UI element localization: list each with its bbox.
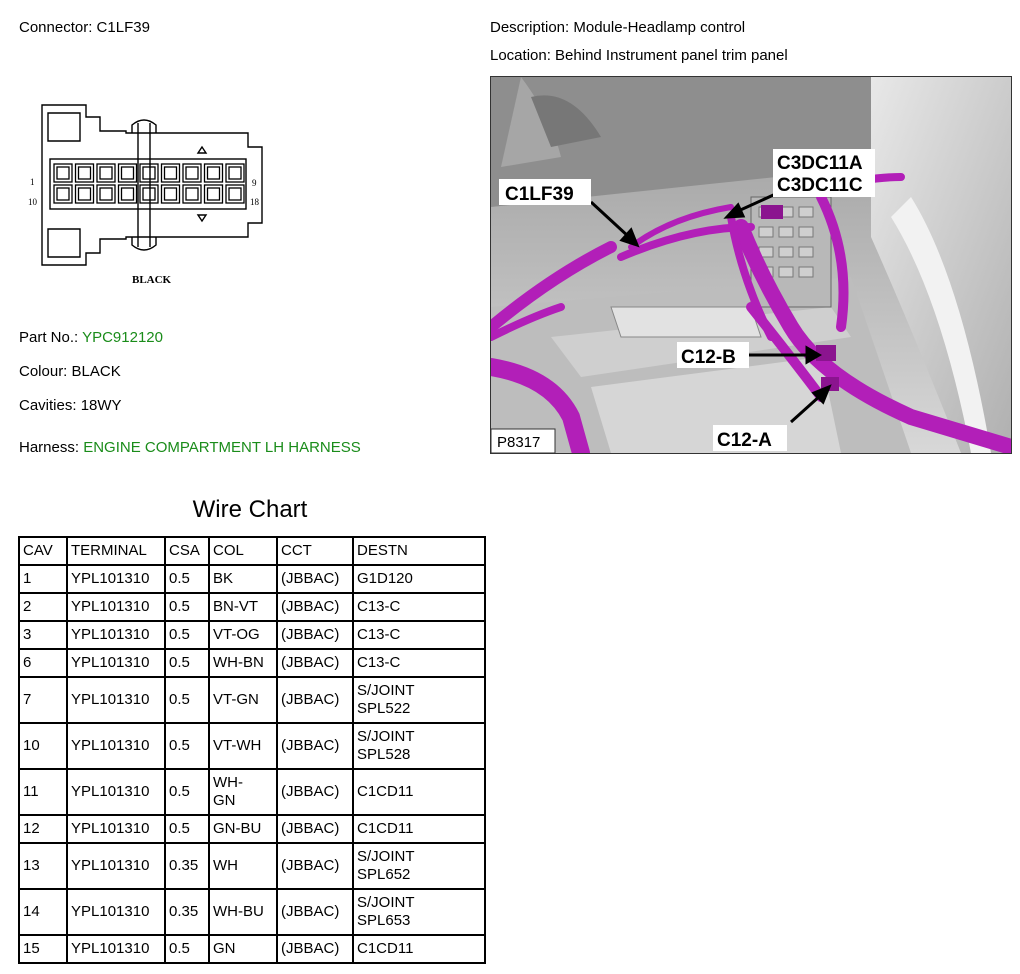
wire-chart-table	[18, 536, 486, 964]
wire-chart-body	[19, 565, 485, 963]
cell-destn: S/JOINT SPL522	[353, 677, 485, 723]
cell-csa: 0.5	[165, 769, 209, 815]
cell-col: WH-BN	[209, 649, 277, 677]
colour-label: Colour:	[19, 363, 72, 380]
location-label: Location:	[490, 47, 556, 64]
pin-cavity-inner	[57, 167, 69, 179]
description-label: Description:	[490, 19, 574, 36]
header-cct: CCT	[277, 537, 353, 565]
colour-line	[19, 363, 121, 380]
connector-title	[19, 19, 150, 36]
pin-cavity-inner	[143, 167, 155, 179]
location-photo	[490, 76, 1012, 454]
header-destn: DESTN	[353, 537, 485, 565]
pin-cavity-inner	[165, 188, 177, 200]
callout-c1lf39: C1LF39	[505, 184, 574, 205]
callout-c12a: C12-A	[717, 430, 772, 451]
callout-c12b: C12-B	[681, 347, 736, 368]
cell-terminal: YPL101310	[67, 769, 165, 815]
cell-cct: (JBBAC)	[277, 677, 353, 723]
connector-pin-diagram	[28, 95, 278, 295]
cell-terminal: YPL101310	[67, 677, 165, 723]
cell-destn: C13-C	[353, 649, 485, 677]
cell-cav: 11	[19, 769, 67, 815]
cell-cct: (JBBAC)	[277, 815, 353, 843]
cell-terminal: YPL101310	[67, 723, 165, 769]
pin-cavity-inner	[208, 167, 220, 179]
pin-cavity-inner	[122, 167, 134, 179]
pin-label-1: 1	[30, 177, 35, 187]
pin-cavity-inner	[186, 188, 198, 200]
cavities-label: Cavities:	[19, 397, 81, 414]
harness-line	[19, 439, 361, 456]
table-row	[19, 935, 485, 963]
cell-terminal: YPL101310	[67, 593, 165, 621]
cell-cav: 7	[19, 677, 67, 723]
header-csa: CSA	[165, 537, 209, 565]
callout-c3dc11c: C3DC11C	[777, 175, 863, 196]
pin-cavities	[54, 164, 244, 203]
cell-cct: (JBBAC)	[277, 723, 353, 769]
cell-destn: C13-C	[353, 621, 485, 649]
cell-col: WH- GN	[209, 769, 277, 815]
cell-cav: 10	[19, 723, 67, 769]
wire-chart-header-row	[19, 537, 485, 565]
cell-cct: (JBBAC)	[277, 593, 353, 621]
pin-cavity-inner	[79, 188, 91, 200]
cell-cav: 6	[19, 649, 67, 677]
cell-cav: 15	[19, 935, 67, 963]
connector-label: Connector:	[19, 19, 97, 36]
header-col: COL	[209, 537, 277, 565]
harness-value: ENGINE COMPARTMENT LH HARNESS	[83, 439, 361, 456]
cell-cct: (JBBAC)	[277, 889, 353, 935]
cell-terminal: YPL101310	[67, 889, 165, 935]
location-line	[490, 47, 788, 64]
cell-csa: 0.5	[165, 677, 209, 723]
table-row	[19, 621, 485, 649]
cell-col: BK	[209, 565, 277, 593]
cell-csa: 0.5	[165, 621, 209, 649]
cell-col: GN-BU	[209, 815, 277, 843]
table-row	[19, 593, 485, 621]
cell-csa: 0.5	[165, 565, 209, 593]
cell-cav: 12	[19, 815, 67, 843]
cell-col: VT-GN	[209, 677, 277, 723]
cell-terminal: YPL101310	[67, 935, 165, 963]
wire-chart-title: Wire Chart	[192, 496, 308, 523]
photo-reference: P8317	[497, 434, 541, 451]
connector-value: C1LF39	[96, 19, 150, 36]
pin-cavity-inner	[229, 167, 241, 179]
cell-terminal: YPL101310	[67, 815, 165, 843]
cell-destn: C1CD11	[353, 769, 485, 815]
pin-cavity-inner	[79, 167, 91, 179]
pin-cavity-inner	[100, 167, 112, 179]
colour-value: BLACK	[71, 363, 121, 380]
cell-terminal: YPL101310	[67, 565, 165, 593]
cell-col: BN-VT	[209, 593, 277, 621]
cell-cav: 3	[19, 621, 67, 649]
cell-cav: 14	[19, 889, 67, 935]
cell-csa: 0.5	[165, 649, 209, 677]
pin-label-9: 9	[252, 178, 257, 188]
pin-cavity-inner	[122, 188, 134, 200]
table-row	[19, 843, 485, 889]
cell-cct: (JBBAC)	[277, 769, 353, 815]
cell-destn: S/JOINT SPL652	[353, 843, 485, 889]
pin-cavity-inner	[100, 188, 112, 200]
location-illustration	[491, 77, 1011, 453]
cell-col: VT-WH	[209, 723, 277, 769]
table-row	[19, 565, 485, 593]
cell-cct: (JBBAC)	[277, 843, 353, 889]
cell-cct: (JBBAC)	[277, 621, 353, 649]
cell-csa: 0.5	[165, 723, 209, 769]
cell-col: GN	[209, 935, 277, 963]
cell-destn: C1CD11	[353, 935, 485, 963]
table-row	[19, 723, 485, 769]
callout-c3dc11a: C3DC11A	[777, 153, 863, 174]
pin-label-18: 18	[250, 197, 259, 207]
table-row	[19, 677, 485, 723]
cell-cav: 2	[19, 593, 67, 621]
table-row	[19, 649, 485, 677]
cell-destn: C1CD11	[353, 815, 485, 843]
cell-destn: S/JOINT SPL528	[353, 723, 485, 769]
pin-cavity-inner	[165, 167, 177, 179]
header-terminal: TERMINAL	[67, 537, 165, 565]
cell-terminal: YPL101310	[67, 843, 165, 889]
part-number-line	[19, 329, 163, 346]
cell-csa: 0.35	[165, 889, 209, 935]
pin-cavity-inner	[208, 188, 220, 200]
cell-destn: S/JOINT SPL653	[353, 889, 485, 935]
table-row	[19, 815, 485, 843]
cell-destn: G1D120	[353, 565, 485, 593]
cell-col: WH	[209, 843, 277, 889]
pin-label-10: 10	[28, 197, 37, 207]
header-cav: CAV	[19, 537, 67, 565]
cell-cct: (JBBAC)	[277, 935, 353, 963]
harness-label: Harness:	[19, 439, 84, 456]
diagram-colour-caption: BLACK	[132, 274, 172, 286]
cavities-line	[19, 397, 122, 414]
cell-terminal: YPL101310	[67, 621, 165, 649]
cell-col: WH-BU	[209, 889, 277, 935]
cell-cct: (JBBAC)	[277, 565, 353, 593]
cell-csa: 0.35	[165, 843, 209, 889]
pin-cavity-inner	[57, 188, 69, 200]
cell-csa: 0.5	[165, 593, 209, 621]
cell-csa: 0.5	[165, 815, 209, 843]
description-value: Module-Headlamp control	[573, 19, 746, 36]
description-line	[490, 19, 745, 36]
cell-terminal: YPL101310	[67, 649, 165, 677]
pin-cavity-inner	[229, 188, 241, 200]
cell-cav: 13	[19, 843, 67, 889]
part-number-label: Part No.:	[19, 329, 83, 346]
part-number-value: YPC912120	[82, 329, 163, 346]
location-value: Behind Instrument panel trim panel	[555, 47, 788, 64]
cell-cav: 1	[19, 565, 67, 593]
cell-cct: (JBBAC)	[277, 649, 353, 677]
cell-destn: C13-C	[353, 593, 485, 621]
table-row	[19, 769, 485, 815]
cell-csa: 0.5	[165, 935, 209, 963]
table-row	[19, 889, 485, 935]
cell-col: VT-OG	[209, 621, 277, 649]
cavities-value: 18WY	[80, 397, 122, 414]
pin-cavity-inner	[186, 167, 198, 179]
pin-cavity-inner	[143, 188, 155, 200]
